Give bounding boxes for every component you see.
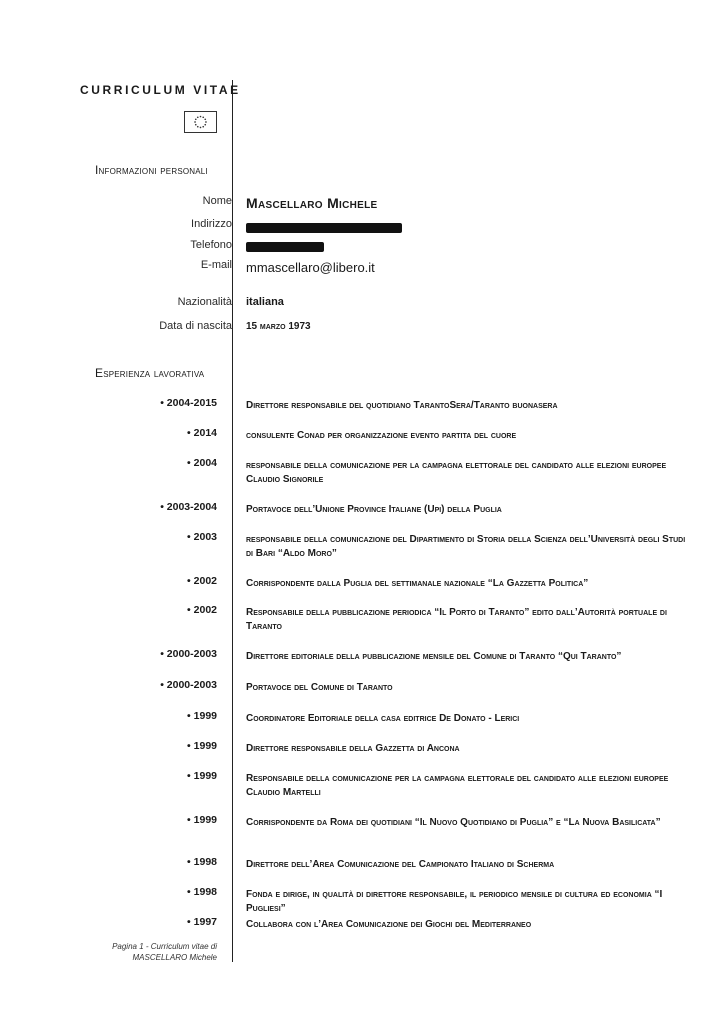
experience-date: • 2004 [187,457,217,469]
telefono-label: Telefono [190,239,232,251]
personal-info-heading: Informazioni personali [95,163,208,177]
experience-desc: Coordinatore Editoriale della casa editrice De Donato - Lerici [246,713,520,724]
eu-flag-icon [184,111,217,133]
experience-desc: responsabile della comunicazione del Dipartimento di Storia della Scienza dell’Università degli Studi di Bari “Aldo Moro” [246,534,686,559]
experience-date: • 2000-2003 [160,679,217,691]
experience-desc: Direttore responsabile della Gazzetta di Ancona [246,743,460,754]
experience-desc: Direttore dell’Area Comunicazione del Campionato Italiano di Scherma [246,859,555,870]
page-footer: Pagina 1 - Curriculum vitae di MASCELLARO Michele [112,942,217,962]
nome-value: Mascellaro Michele [246,195,378,211]
experience-date: • 1999 [187,814,217,826]
experience-desc: Responsabile della comunicazione per la campagna elettorale del candidato alle elezioni europee Claudio Martelli [246,773,669,798]
experience-heading: Esperienza lavorativa [95,366,205,380]
experience-desc: Portavoce dell’Unione Province Italiane (Upi) della Puglia [246,504,502,515]
nascita-label: Data di nascita [159,320,232,332]
experience-date: • 2003-2004 [160,501,217,513]
experience-desc: Direttore editoriale della pubblicazione mensile del Comune di Taranto “Qui Taranto” [246,651,622,662]
experience-desc: Direttore responsabile del quotidiano TarantoSera/Taranto buonasera [246,400,558,411]
experience-date: • 1999 [187,770,217,782]
experience-desc: Portavoce del Comune di Taranto [246,682,393,693]
nazionalita-label: Nazionalità [177,296,232,308]
experience-date: • 2000-2003 [160,648,217,660]
experience-date: • 2004-2015 [160,397,217,409]
experience-date: • 1997 [187,916,217,928]
experience-date: • 1998 [187,856,217,868]
experience-date: • 1999 [187,740,217,752]
email-label: E-mail [200,259,232,271]
nome-label: Nome [202,195,232,207]
experience-date: • 1998 [187,886,217,898]
experience-date: • 2002 [187,575,217,587]
nascita-value: 15 marzo 1973 [246,321,311,332]
cv-title: CURRICULUM VITAE [80,83,241,97]
column-divider [232,80,233,962]
experience-desc: consulente Conad per organizzazione evento partita del cuore [246,430,517,441]
experience-desc: responsabile della comunicazione per la campagna elettorale del candidato alle elezioni europee Claudio Signorile [246,460,667,485]
indirizzo-label: Indirizzo [191,218,232,230]
experience-date: • 2014 [187,427,217,439]
experience-desc: Responsabile della pubblicazione periodica “Il Porto di Taranto” edito dall’Autorità portuale di Taranto [246,607,667,632]
experience-desc: Collabora con l’Area Comunicazione dei Giochi del Mediterraneo [246,919,532,930]
experience-desc: Fonda e dirige, in qualità di direttore responsabile, il periodico mensile di cultura ed economia “I Pugliesi” [246,889,663,914]
redacted-phone [246,242,324,252]
experience-date: • 2002 [187,604,217,616]
redacted-address [246,223,402,233]
experience-desc: Corrispondente da Roma dei quotidiani “Il Nuovo Quotidiano di Puglia” e “La Nuova Basilicata” [246,817,661,828]
experience-date: • 2003 [187,531,217,543]
experience-date: • 1999 [187,710,217,722]
experience-desc: Corrispondente dalla Puglia del settimanale nazionale “La Gazzetta Politica” [246,578,589,589]
email-value: mmascellaro@libero.it [246,260,375,275]
nazionalita-value: italiana [246,296,284,308]
